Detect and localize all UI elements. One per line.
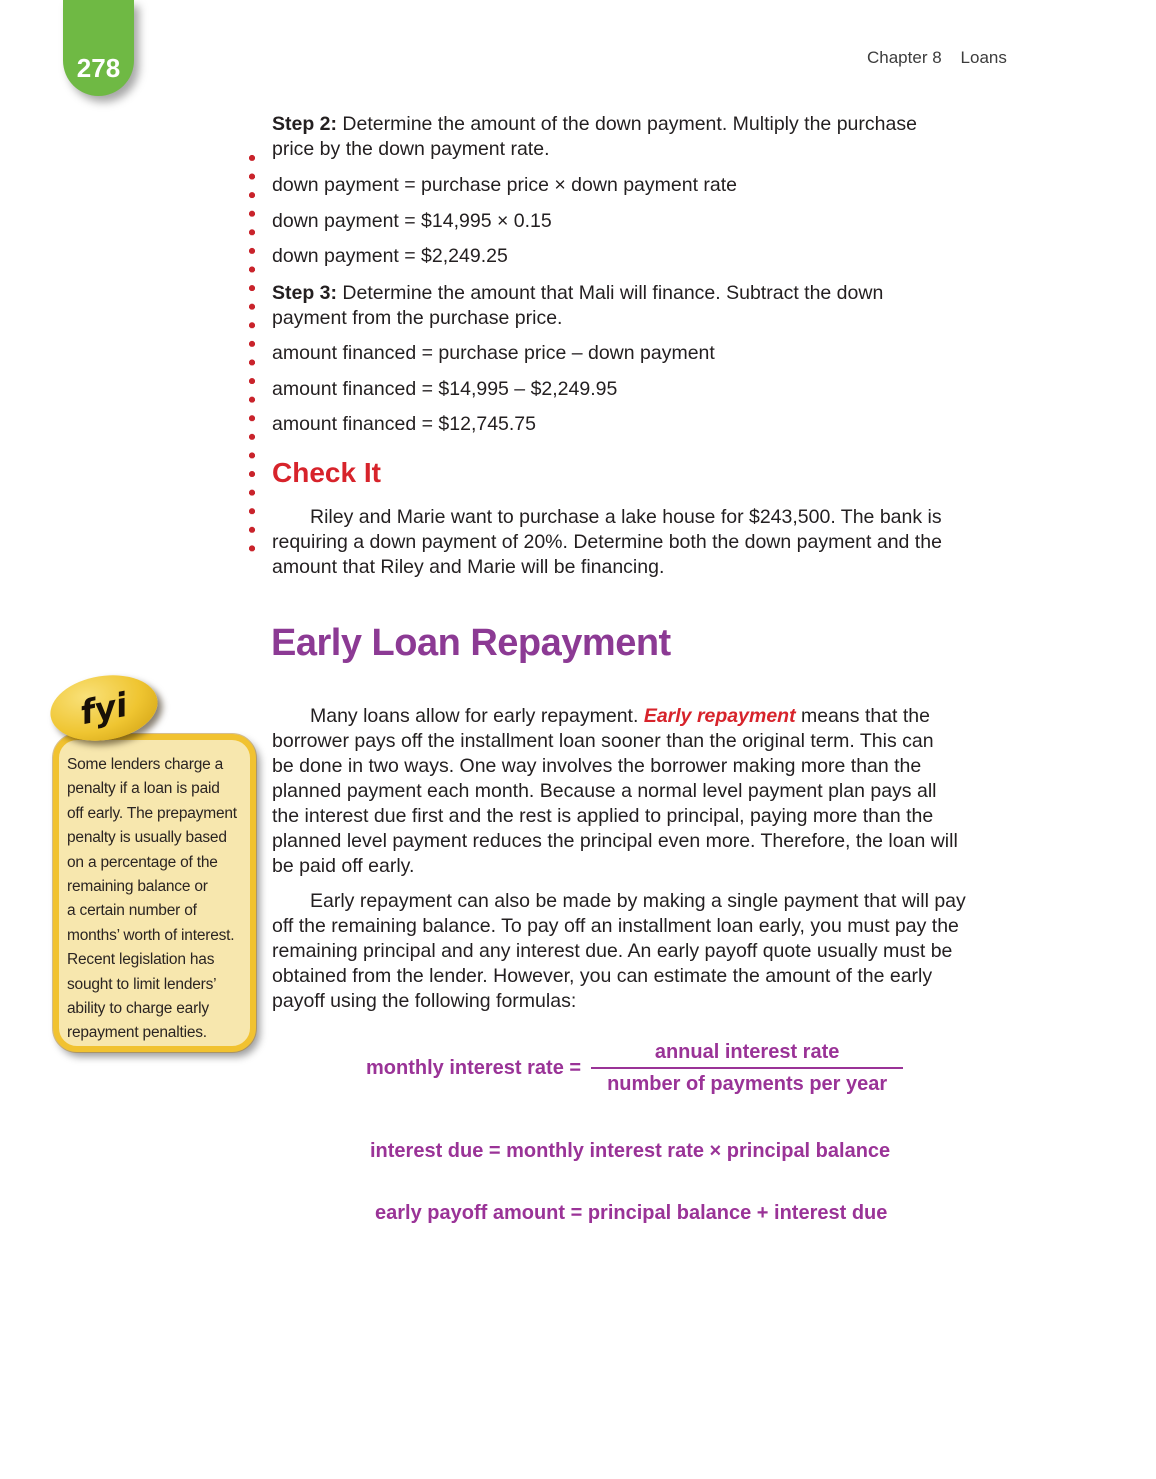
step2-line2: price by the down payment rate. bbox=[272, 138, 550, 160]
chapter-running-head: Chapter 8 Loans bbox=[867, 48, 1007, 67]
fyi-text-line: on a percentage of the bbox=[67, 853, 218, 871]
check-it-line: Riley and Marie want to purchase a lake house for $243,500. The bank is bbox=[310, 506, 942, 528]
page-number-badge bbox=[63, 0, 134, 96]
equation-line: amount financed = $12,745.75 bbox=[272, 413, 537, 435]
fyi-label: fyi bbox=[77, 684, 131, 732]
equation-line: down payment = purchase price × down payment rate bbox=[272, 174, 738, 196]
step3-text: Determine the amount that Mali will finance. Subtract the down bbox=[337, 282, 884, 304]
equation-line: down payment = $14,995 × 0.15 bbox=[272, 210, 552, 232]
fyi-text-line: penalty if a loan is paid bbox=[67, 780, 220, 798]
paragraph-line: remaining principal and any interest due. An early payoff quote usually must be bbox=[272, 940, 953, 962]
step3-label: Step 3: bbox=[272, 282, 338, 304]
formula-fraction bbox=[591, 1041, 903, 1095]
formula-interest-due: interest due = monthly interest rate × principal balance bbox=[370, 1140, 891, 1162]
fyi-text-line: Recent legislation has bbox=[67, 951, 215, 969]
term-early-repayment: Early repayment bbox=[643, 705, 796, 727]
fyi-text-line: remaining balance or bbox=[67, 878, 208, 896]
paragraph-line: be done in two ways. One way involves the borrower making more than the bbox=[272, 755, 922, 777]
page-number: 278 bbox=[76, 53, 121, 83]
equation-line: amount financed = $14,995 – $2,249.95 bbox=[272, 378, 618, 400]
paragraph-line: Early repayment can also be made by making a single payment that will pay bbox=[310, 890, 966, 912]
section-title: Early Loan Repayment bbox=[271, 622, 671, 664]
paragraph-line: borrower pays off the installment loan sooner than the original term. This can bbox=[272, 730, 934, 752]
formula-early-payoff: early payoff amount = principal balance + interest due bbox=[375, 1202, 888, 1224]
paragraph-line: be paid off early. bbox=[272, 855, 415, 877]
equation-line: down payment = $2,249.25 bbox=[272, 245, 508, 267]
check-it-line: amount that Riley and Marie will be financing. bbox=[272, 556, 665, 578]
step3-line2: payment from the purchase price. bbox=[272, 307, 563, 329]
fyi-text-line: repayment penalties. bbox=[67, 1024, 207, 1042]
fyi-sidebar bbox=[53, 734, 256, 1052]
paragraph-text: means that the bbox=[795, 705, 930, 727]
fyi-text-line: sought to limit lenders’ bbox=[67, 975, 217, 993]
fraction-numerator: annual interest rate bbox=[654, 1041, 840, 1063]
step2-label: Step 2: bbox=[272, 113, 338, 135]
equation-line: amount financed = purchase price – down payment bbox=[272, 342, 715, 364]
paragraph-line: planned level payment reduces the principal even more. Therefore, the loan will bbox=[272, 830, 958, 852]
formula-monthly-interest-rate bbox=[366, 1041, 903, 1095]
paragraph-line bbox=[272, 704, 930, 729]
step2-text: Determine the amount of the down payment. Multiply the purchase bbox=[337, 113, 917, 135]
dotted-margin-rule bbox=[248, 154, 256, 555]
step2-line1 bbox=[272, 112, 917, 137]
paragraph-text: Many loans allow for early repayment. bbox=[310, 705, 644, 727]
formula-left-side: monthly interest rate = bbox=[366, 1056, 582, 1079]
paragraph-line: obtained from the lender. However, you can estimate the amount of the early bbox=[272, 965, 933, 987]
fyi-text-line: months’ worth of interest. bbox=[67, 926, 235, 944]
paragraph-line: off the remaining balance. To pay off an installment loan early, you must pay the bbox=[272, 915, 959, 937]
fyi-text-line: off early. The prepayment bbox=[67, 804, 237, 822]
fyi-text-line: ability to charge early bbox=[67, 1000, 209, 1018]
fyi-text-line: penalty is usually based bbox=[67, 829, 227, 847]
step3-line1 bbox=[272, 281, 883, 306]
fyi-text-line: Some lenders charge a bbox=[67, 756, 224, 773]
paragraph-line: payoff using the following formulas: bbox=[272, 990, 577, 1012]
fyi-text-line: a certain number of bbox=[67, 902, 197, 920]
paragraph-line: the interest due first and the rest is applied to principal, paying more than the bbox=[272, 805, 934, 827]
paragraph-line: planned payment each month. Because a normal level payment plan pays all bbox=[272, 780, 937, 802]
check-it-line: requiring a down payment of 20%. Determine both the down payment and the bbox=[272, 531, 942, 553]
check-it-heading: Check It bbox=[272, 457, 381, 488]
fraction-denominator: number of payments per year bbox=[591, 1067, 903, 1095]
